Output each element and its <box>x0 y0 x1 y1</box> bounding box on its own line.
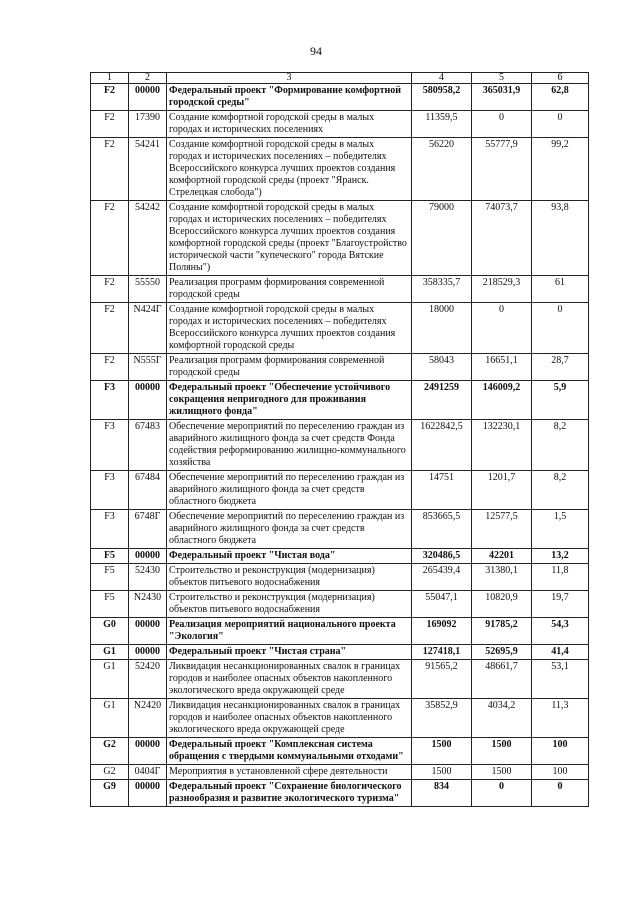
header-cell: 3 <box>167 73 412 84</box>
article-code-cell: 00000 <box>129 738 167 765</box>
percent-cell: 28,7 <box>532 354 589 381</box>
planned-amount-cell: 11359,5 <box>412 111 472 138</box>
header-cell: 4 <box>412 73 472 84</box>
section-code-cell: G2 <box>91 738 129 765</box>
article-code-cell: 00000 <box>129 381 167 420</box>
table-row <box>91 303 589 354</box>
percent-cell: 11,8 <box>532 564 589 591</box>
article-code-cell: 54242 <box>129 201 167 276</box>
section-code-cell: G1 <box>91 699 129 738</box>
table-row <box>91 765 589 780</box>
executed-amount-cell: 146009,2 <box>472 381 532 420</box>
planned-amount-cell: 320486,5 <box>412 549 472 564</box>
executed-amount-cell: 48661,7 <box>472 660 532 699</box>
article-code-cell: N555Г <box>129 354 167 381</box>
table-row <box>91 84 589 111</box>
table-row <box>91 549 589 564</box>
percent-cell: 8,2 <box>532 420 589 471</box>
percent-cell: 62,8 <box>532 84 589 111</box>
header-cell: 1 <box>91 73 129 84</box>
planned-amount-cell: 1622842,5 <box>412 420 472 471</box>
table-row <box>91 645 589 660</box>
executed-amount-cell: 10820,9 <box>472 591 532 618</box>
section-code-cell: F3 <box>91 420 129 471</box>
executed-amount-cell: 1500 <box>472 738 532 765</box>
table-row <box>91 354 589 381</box>
table-row <box>91 111 589 138</box>
table-row <box>91 381 589 420</box>
executed-amount-cell: 132230,1 <box>472 420 532 471</box>
description-cell: Создание комфортной городской среды в малых городах и исторических поселениях – победителях Всероссийского конкурса лучших проектов создания комфортной городской среды <box>167 303 412 354</box>
planned-amount-cell: 35852,9 <box>412 699 472 738</box>
article-code-cell: 00000 <box>129 549 167 564</box>
header-row <box>91 73 589 84</box>
description-cell: Обеспечение мероприятий по переселению граждан из аварийного жилищного фонда за счет средств Фонда содействия реформированию жилищно-коммунального хозяйства <box>167 420 412 471</box>
description-cell: Строительство и реконструкция (модернизация) объектов питьевого водоснабжения <box>167 564 412 591</box>
budget-table <box>90 72 589 807</box>
section-code-cell: F3 <box>91 471 129 510</box>
executed-amount-cell: 74073,7 <box>472 201 532 276</box>
planned-amount-cell: 358335,7 <box>412 276 472 303</box>
executed-amount-cell: 52695,9 <box>472 645 532 660</box>
description-cell: Реализация программ формирования современной городской среды <box>167 354 412 381</box>
section-code-cell: G2 <box>91 765 129 780</box>
executed-amount-cell: 4034,2 <box>472 699 532 738</box>
executed-amount-cell: 218529,3 <box>472 276 532 303</box>
description-cell: Мероприятия в установленной сфере деятельности <box>167 765 412 780</box>
page-number: 94 <box>310 44 322 58</box>
section-code-cell: G9 <box>91 780 129 807</box>
article-code-cell: N2430 <box>129 591 167 618</box>
executed-amount-cell: 42201 <box>472 549 532 564</box>
article-code-cell: 00000 <box>129 780 167 807</box>
executed-amount-cell: 365031,9 <box>472 84 532 111</box>
planned-amount-cell: 853665,5 <box>412 510 472 549</box>
percent-cell: 5,9 <box>532 381 589 420</box>
section-code-cell: F2 <box>91 276 129 303</box>
executed-amount-cell: 0 <box>472 303 532 354</box>
percent-cell: 41,4 <box>532 645 589 660</box>
table-row <box>91 276 589 303</box>
table-body <box>91 84 589 807</box>
table-row <box>91 564 589 591</box>
table-row <box>91 510 589 549</box>
planned-amount-cell: 265439,4 <box>412 564 472 591</box>
description-cell: Федеральный проект "Обеспечение устойчивого сокращения непригодного для проживания жилищного фонда" <box>167 381 412 420</box>
article-code-cell: 00000 <box>129 645 167 660</box>
article-code-cell: 52430 <box>129 564 167 591</box>
percent-cell: 13,2 <box>532 549 589 564</box>
percent-cell: 93,8 <box>532 201 589 276</box>
percent-cell: 100 <box>532 738 589 765</box>
planned-amount-cell: 91565,2 <box>412 660 472 699</box>
table-row <box>91 738 589 765</box>
executed-amount-cell: 1201,7 <box>472 471 532 510</box>
article-code-cell: 67483 <box>129 420 167 471</box>
executed-amount-cell: 16651,1 <box>472 354 532 381</box>
table-row <box>91 420 589 471</box>
description-cell: Обеспечение мероприятий по переселению граждан из аварийного жилищного фонда за счет средств областного бюджета <box>167 471 412 510</box>
description-cell: Федеральный проект "Формирование комфортной городской среды" <box>167 84 412 111</box>
article-code-cell: 00000 <box>129 84 167 111</box>
section-code-cell: F5 <box>91 591 129 618</box>
executed-amount-cell: 0 <box>472 111 532 138</box>
percent-cell: 19,7 <box>532 591 589 618</box>
planned-amount-cell: 2491259 <box>412 381 472 420</box>
planned-amount-cell: 580958,2 <box>412 84 472 111</box>
article-code-cell: 6748Г <box>129 510 167 549</box>
percent-cell: 0 <box>532 780 589 807</box>
section-code-cell: F2 <box>91 201 129 276</box>
section-code-cell: G1 <box>91 645 129 660</box>
section-code-cell: F3 <box>91 510 129 549</box>
header-cell: 2 <box>129 73 167 84</box>
table-row <box>91 138 589 201</box>
description-cell: Ликвидация несанкционированных свалок в границах городов и наиболее опасных объектов накопленного экологического вреда окружающей среде <box>167 699 412 738</box>
article-code-cell: 67484 <box>129 471 167 510</box>
article-code-cell: 00000 <box>129 618 167 645</box>
description-cell: Реализация мероприятий национального проекта "Экология" <box>167 618 412 645</box>
table-row <box>91 780 589 807</box>
planned-amount-cell: 834 <box>412 780 472 807</box>
planned-amount-cell: 1500 <box>412 738 472 765</box>
section-code-cell: G1 <box>91 660 129 699</box>
description-cell: Реализация программ формирования современной городской среды <box>167 276 412 303</box>
article-code-cell: 55550 <box>129 276 167 303</box>
percent-cell: 61 <box>532 276 589 303</box>
description-cell: Создание комфортной городской среды в малых городах и исторических поселениях – победителях Всероссийского конкурса лучших проектов создания комфортной городской среды (проект "Яранск. Стрелецкая слобода") <box>167 138 412 201</box>
article-code-cell: 17390 <box>129 111 167 138</box>
planned-amount-cell: 79000 <box>412 201 472 276</box>
table-row <box>91 618 589 645</box>
description-cell: Федеральный проект "Комплексная система обращения с твердыми коммунальными отходами" <box>167 738 412 765</box>
percent-cell: 99,2 <box>532 138 589 201</box>
article-code-cell: N2420 <box>129 699 167 738</box>
percent-cell: 54,3 <box>532 618 589 645</box>
table-row <box>91 471 589 510</box>
header-cell: 6 <box>532 73 589 84</box>
section-code-cell: F2 <box>91 303 129 354</box>
section-code-cell: F5 <box>91 564 129 591</box>
section-code-cell: F2 <box>91 84 129 111</box>
article-code-cell: 0404Г <box>129 765 167 780</box>
description-cell: Федеральный проект "Чистая страна" <box>167 645 412 660</box>
article-code-cell: 54241 <box>129 138 167 201</box>
description-cell: Обеспечение мероприятий по переселению граждан из аварийного жилищного фонда за счет средств областного бюджета <box>167 510 412 549</box>
description-cell: Федеральный проект "Сохранение биологического разнообразия и развитие экологического туризма" <box>167 780 412 807</box>
section-code-cell: F2 <box>91 111 129 138</box>
executed-amount-cell: 55777,9 <box>472 138 532 201</box>
description-cell: Создание комфортной городской среды в малых городах и исторических поселениях – победителях Всероссийского конкурса лучших проектов создания комфортной городской среды (проект "Благоустройство исторической части "купеческого" города Вятские Поляны") <box>167 201 412 276</box>
executed-amount-cell: 1500 <box>472 765 532 780</box>
planned-amount-cell: 58043 <box>412 354 472 381</box>
section-code-cell: F3 <box>91 381 129 420</box>
article-code-cell: N424Г <box>129 303 167 354</box>
percent-cell: 11,3 <box>532 699 589 738</box>
table-row <box>91 201 589 276</box>
executed-amount-cell: 91785,2 <box>472 618 532 645</box>
executed-amount-cell: 0 <box>472 780 532 807</box>
executed-amount-cell: 31380,1 <box>472 564 532 591</box>
percent-cell: 1,5 <box>532 510 589 549</box>
section-code-cell: G0 <box>91 618 129 645</box>
percent-cell: 8,2 <box>532 471 589 510</box>
section-code-cell: F2 <box>91 354 129 381</box>
table-row <box>91 699 589 738</box>
planned-amount-cell: 1500 <box>412 765 472 780</box>
planned-amount-cell: 14751 <box>412 471 472 510</box>
planned-amount-cell: 127418,1 <box>412 645 472 660</box>
section-code-cell: F5 <box>91 549 129 564</box>
table-row <box>91 591 589 618</box>
percent-cell: 0 <box>532 111 589 138</box>
description-cell: Ликвидация несанкционированных свалок в границах городов и наиболее опасных объектов накопленного экологического вреда окружающей среде <box>167 660 412 699</box>
description-cell: Создание комфортной городской среды в малых городах и исторических поселениях <box>167 111 412 138</box>
table-row <box>91 660 589 699</box>
percent-cell: 53,1 <box>532 660 589 699</box>
article-code-cell: 52420 <box>129 660 167 699</box>
section-code-cell: F2 <box>91 138 129 201</box>
planned-amount-cell: 18000 <box>412 303 472 354</box>
header-cell: 5 <box>472 73 532 84</box>
planned-amount-cell: 56220 <box>412 138 472 201</box>
description-cell: Строительство и реконструкция (модернизация) объектов питьевого водоснабжения <box>167 591 412 618</box>
percent-cell: 0 <box>532 303 589 354</box>
planned-amount-cell: 55047,1 <box>412 591 472 618</box>
percent-cell: 100 <box>532 765 589 780</box>
description-cell: Федеральный проект "Чистая вода" <box>167 549 412 564</box>
executed-amount-cell: 12577,5 <box>472 510 532 549</box>
planned-amount-cell: 169092 <box>412 618 472 645</box>
